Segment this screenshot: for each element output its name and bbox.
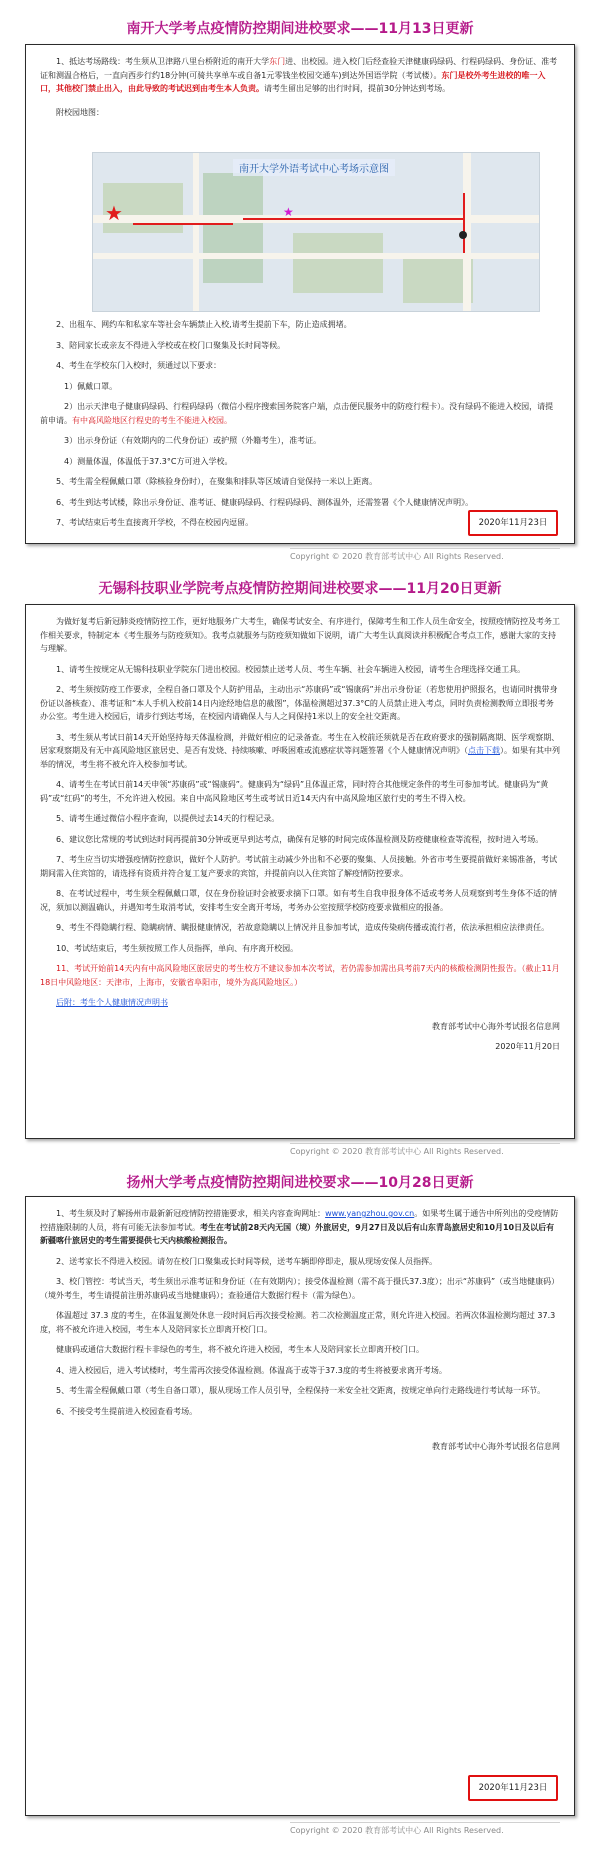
star-icon: ★ — [105, 201, 123, 225]
paragraph: 11、考试开始前14天内有中高风险地区旅居史的考生校方不建议参加本次考试，若仍需参加需出具考前7天内的核酸检测阴性报告。（截止11月18日中风险地区：天津市，上海市，安徽省阜阳市，境外为高风险地区。） — [40, 964, 560, 987]
paragraph: 1、考生须及时了解扬州市最新新冠疫情防控措施要求，相关内容查询网址：www.yangzhou.gov.cn。如果考生属于通告中所列出的受疫情防控措施限制的人员，将有可能无法参加考试。考生在考试前28天内无国（境）外旅居史，9月27日及以后有山东青岛旅居史和10月10日及以后有新疆喀什旅居史的考生需要提供七天内核酸检测报告。 — [40, 1209, 559, 1245]
map-title: 南开大学外语考试中心考场示意图 — [233, 159, 395, 176]
paragraph: 3、陪同家长或亲友不得进入学校或在校门口聚集及长时间等候。 — [56, 340, 286, 350]
paragraph: 6、不接受考生提前进入校园查看考场。 — [56, 1406, 198, 1416]
signature: 教育部考试中心海外考试报名信息网 — [432, 1021, 560, 1031]
paragraph: 4、考生在学校东门入校时，须通过以下要求： — [56, 361, 222, 370]
copyright: Copyright © 2020 教育部考试中心 All Rights Reserved. — [290, 548, 560, 562]
update-date: 2020年11月23日 — [468, 1775, 558, 1801]
star-icon: ★ — [283, 205, 294, 219]
paragraph: 3、校门管控：考试当天，考生须出示准考证和身份证（在有效期内）；接受体温检测（需不高于摄氏37.3度）；出示“苏康码”（或当地健康码）（境外考生，考生请提前注册苏康码或当地健康码）；查验通信大数据行程卡（需为绿色）。 — [40, 1277, 560, 1300]
section-title-yangzhou: 扬州大学考点疫情防控期间进校要求——10月28日更新 — [126, 1175, 474, 1191]
notice-card-yangzhou — [25, 1196, 575, 1816]
signature: 教育部考试中心海外考试报名信息网 — [432, 1442, 560, 1451]
campus-map — [92, 152, 540, 312]
update-date: 2020年11月23日 — [468, 510, 558, 536]
paragraph: 2、考生须按防疫工作要求，全程自备口罩及个人防护用品，主动出示“苏康码”或“锡康码”并出示身份证（若您使用护照报名，也请同时携带身份证以备核查）、准考证和“本人手机入校前14日内途经地信息的截图”，体温检测超过37.3°C的人员禁止进入考点，同时负责检测教师立即报考务办公室。考生进入校园后，请步行到达考场，在校园内请确保人与人之间保持1米以上的安全社交距离。 — [40, 685, 558, 721]
paragraph: 5、考生需全程佩戴口罩（考生自备口罩），服从现场工作人员引导，全程保持一米安全社交距离，按规定单向行走路线进行考试每一环节。 — [56, 1386, 546, 1395]
paragraph: 健康码或通信大数据行程卡非绿色的考生，将不被允许进入校园，考生本人及陪同家长立即离开校门口。 — [56, 1345, 424, 1354]
paragraph: 3）出示身份证（有效期内的二代身份证）或护照（外籍考生），准考证。 — [64, 436, 322, 445]
gate-marker-icon — [459, 231, 467, 239]
paragraph: 体温超过 37.3 度的考生，在体温复测处休息一段时间后再次接受检测。若二次检测温度正常，则允许进入校园。若两次体温检测均超过 37.3 度，将不被允许进入校园，考生本人及陪同家长立即离开校门口。 — [40, 1311, 556, 1334]
paragraph: 2、出租车、网约车和私家车等社会车辆禁止入校,请考生提前下车，防止造成拥堵。 — [56, 320, 352, 329]
download-link[interactable]: 点击下载 — [468, 746, 500, 755]
paragraph: 1）佩戴口罩。 — [64, 381, 118, 391]
paragraph: 1、请考生按规定从无锡科技职业学院东门进出校园。校园禁止送考人员、考生车辆、社会车辆进入校园，请考生合理选择交通工具。 — [56, 664, 526, 674]
section-title-nankai: 南开大学考点疫情防控期间进校要求——11月13日更新 — [126, 21, 474, 37]
paragraph: 1、抵达考场路线：考生须从卫津路八里台桥附近的南开大学东门进、出校园。进入校门后经查验天津健康码绿码、行程码绿码、身份证、准考证和测温合格后，一直向西步行约18分钟(可骑共享单车或自备1元零钱坐校园交通车)到达外国语学院（考试楼）。东门是校外考生进校的唯一入口，其他校门禁止出入，由此导致的考试迟到由考生本人负责。请考生留出足够的出行时间，提前30分钟达到考场。 — [40, 57, 558, 93]
paragraph: 2、送考家长不得进入校园。请勿在校门口聚集或长时间等候，送考车辆即停即走，服从现场安保人员指挥。 — [56, 1256, 438, 1266]
paragraph: 6、考生到达考试楼，除出示身份证、准考证、健康码绿码、行程码绿码、测体温外，还需签署《个人健康情况声明》。 — [56, 497, 474, 507]
paragraph: 4）测量体温，体温低于37.3°C方可进入学校。 — [64, 456, 233, 466]
section-title-wuxi: 无锡科技职业学院考点疫情防控期间进校要求——11月20日更新 — [98, 581, 502, 597]
paragraph: 9、考生不得隐瞒行程、隐瞒病情、瞒报健康情况，若故意隐瞒以上情况并且参加考试，造成传染病传播或流行者，依法承担相应法律责任。 — [56, 923, 550, 932]
attachment-link[interactable]: 后附：考生个人健康情况声明书 — [56, 998, 168, 1007]
paragraph: 5、考生需全程佩戴口罩（除核验身份时），在聚集和排队等区域请自觉保持一米以上距离。 — [56, 477, 378, 486]
paragraph: 为做好复考后新冠肺炎疫情防控工作，更好地服务广大考生，确保考试安全、有序进行，保障考生和工作人员生命安全，按照疫情防控及考务工作相关要求，特制定本《考生服务与防疫须知》。我考点就服务与防疫须知做如下说明，请广大考生认真阅读并积极配合考点工作，感谢大家的支持与理解。 — [40, 617, 560, 653]
gov-website-link[interactable]: www.yangzhou.gov.cn — [325, 1209, 415, 1218]
paragraph: 8、在考试过程中，考生须全程佩戴口罩，仅在身份验证时会被要求摘下口罩。如有考生自我申报身体不适或考务人员观察到考生身体不适的情况，须加以测温确认，并遇知考生取消考试，安排考生安全离开考场，考务办公室按照学校防疫要求做相应的报备。 — [40, 889, 558, 912]
paragraph: 5、请考生通过微信小程序查询，以提供过去14天的行程记录。 — [56, 814, 280, 823]
paragraph: 4、请考生在考试日前14天申领“苏康码”或“锡康码”。健康码为“绿码”且体温正常，同时符合其他规定条件的考生可参加考试。健康码为“黄码”或“红码”的考生，不允许进入校园。来自中高风险地区考生或考试日近14天内有中高风险地区旅行史的考生不得入校。 — [40, 780, 549, 803]
paragraph: 2）出示天津电子健康码绿码、行程码绿码（微信小程序搜索国务院客户端，点击便民服务中的防疫行程卡）。没有绿码不能进入校园，请提前申请。有中高风险地区行程史的考生不能进入校园。 — [40, 402, 554, 425]
copyright: Copyright © 2020 教育部考试中心 All Rights Reserved. — [290, 1822, 560, 1836]
paragraph: 10、考试结束后，考生须按照工作人员指挥，单向、有序离开校园。 — [56, 943, 299, 953]
paragraph: 4、进入校园后，进入考试楼时，考生需再次接受体温检测。体温高于或等于37.3度的考生将被要求离开考场。 — [56, 1365, 447, 1375]
notice-card-wuxi — [25, 604, 575, 1139]
paragraph: 6、建议您比常规的考试到达时间再提前30分钟或更早到达考点，确保有足够的时间完成体温检测及防疫健康检查等流程，按时进入考场。 — [56, 834, 544, 844]
paragraph: 7、考试结束后考生直接离开学校，不得在校园内逗留。 — [56, 518, 254, 527]
copyright: Copyright © 2020 教育部考试中心 All Rights Reserved. — [290, 1143, 560, 1157]
notice-card-nankai-body — [40, 318, 560, 537]
paragraph: 7、考生应当切实增强疫情防控意识，做好个人防护。考试前主动减少外出和不必要的聚集、人员接触。外省市考生要提前做好来锡准备，考试期间需入住宾馆的，请选择有资质并符合复工复产要求的宾馆，并提前向以入住宾馆了解疫情防控要求。 — [40, 855, 558, 878]
update-date: 2020年11月20日 — [495, 1042, 560, 1051]
map-caption: 附校园地图： — [56, 107, 104, 117]
paragraph: 3、考生须从考试日前14天开始坚持每天体温检测，并做好相应的记录备查。考生在入校前还须就是否在政府要求的强制隔离期、医学观察期、居家观察期及有无中高风险地区旅居史、是否有发烧、持续咳嗽、呼吸困难或流感症状等问题签署《个人健康情况声明》（点击下载）。如果有其中列举的情况，考生将不被允许入校参加考试。 — [40, 732, 560, 769]
